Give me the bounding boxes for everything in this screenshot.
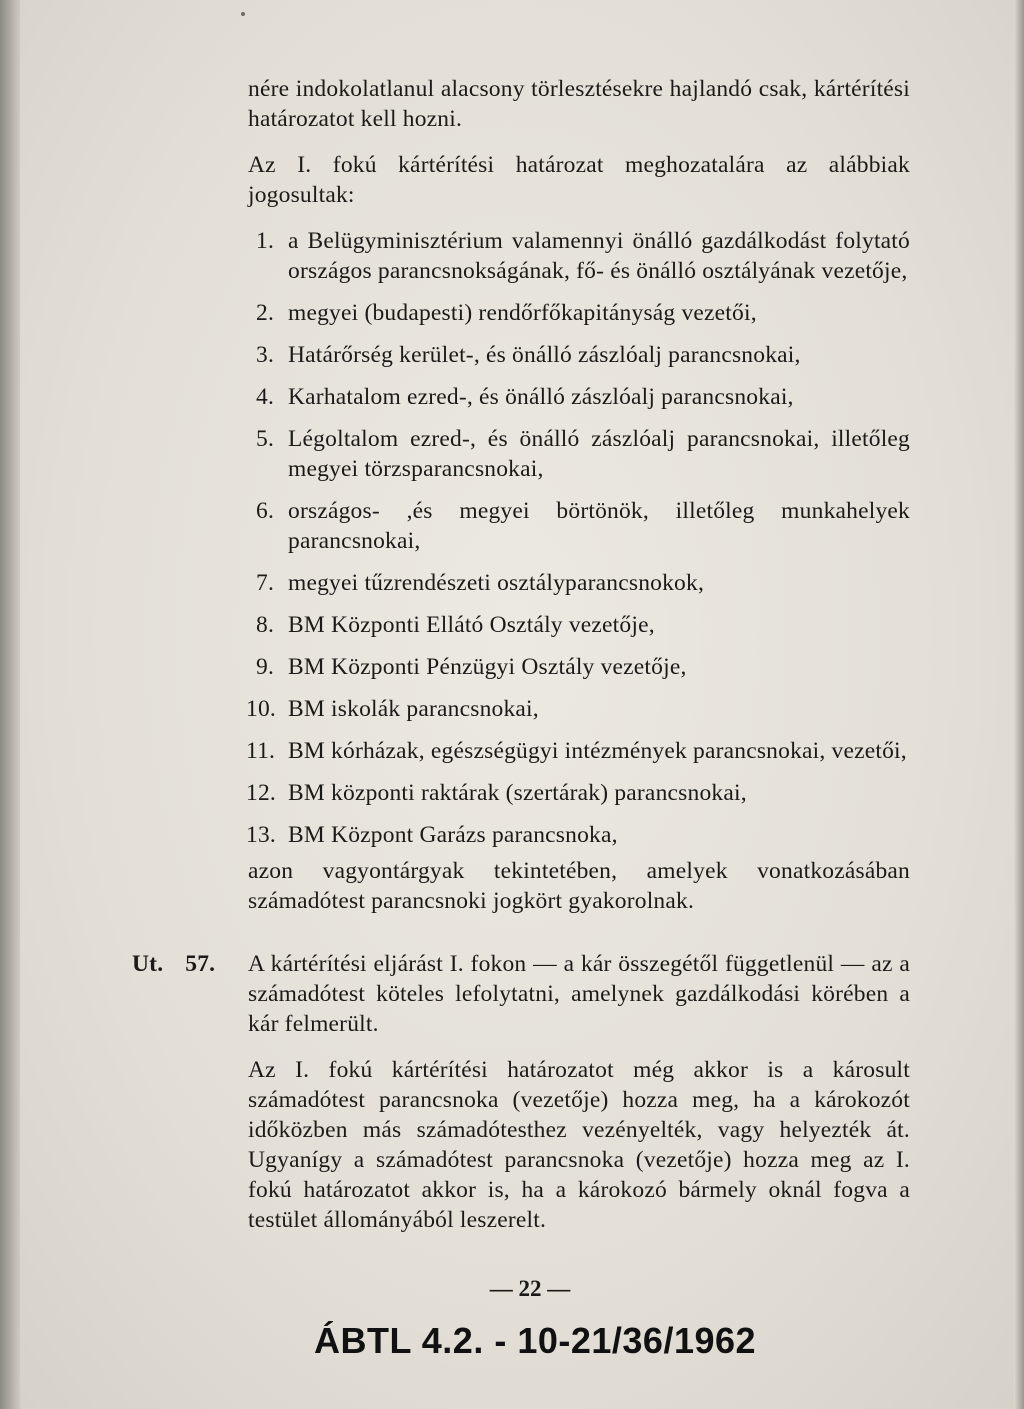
archive-reference: ÁBTL 4.2. - 10-21/36/1962: [313, 1320, 757, 1361]
list-item: [248, 694, 910, 724]
list-item-number: 10.: [246, 696, 276, 722]
section-first-paragraph-text: A kártérítési eljárást I. fokon — a kár összegétől függetlenül — az a számadótest köteles lefolytatni, amelynek gazdálkodási körében a kár felmerült.: [248, 951, 910, 1037]
page-edge-right: [1014, 0, 1024, 1409]
list-item: [248, 496, 910, 556]
list-item-number: 6.: [256, 498, 275, 524]
list-item-text: megyei (budapesti) rendőrfőkapitányság vezetői,: [288, 300, 757, 326]
list-item-number: 11.: [246, 738, 276, 764]
list-item-number: 8.: [256, 612, 275, 638]
list-item-text: Határőrség kerület-, és önálló zászlóalj parancsnokai,: [288, 342, 801, 368]
entitled-intro-paragraph: Az I. fokú kártérítési határozat meghozatalára az alábbiak jogosultak:: [248, 152, 910, 208]
list-item-number: 2.: [256, 300, 275, 326]
list-item-text: Karhatalom ezred-, és önálló zászlóalj parancsnokai,: [288, 384, 794, 410]
list-item-text: országos- ,és megyei börtönök, illetőleg munkahelyek parancsnokai,: [288, 498, 910, 554]
list-item: [248, 424, 910, 484]
list-item-number: 9.: [256, 654, 275, 680]
section-label-number: 57.: [185, 951, 216, 977]
list-item-number: 13.: [246, 822, 276, 848]
section-57: [132, 949, 910, 1235]
list-item-number: 4.: [256, 384, 275, 410]
page-number: — 22 —: [489, 1276, 571, 1301]
list-item: [248, 610, 910, 640]
speck-mark: [241, 12, 245, 16]
list-item-text: megyei tűzrendészeti osztályparancsnokok,: [288, 570, 705, 596]
list-item-text: BM Központi Pénzügyi Osztály vezetője,: [288, 654, 687, 680]
list-item-text: a Belügyminisztérium valamennyi önálló gazdálkodást folytató országos parancsnokságának, fő- és önálló osztályának vezetője,: [288, 228, 910, 284]
list-item: [248, 298, 910, 328]
list-item: [248, 340, 910, 370]
list-item-text: BM kórházak, egészségügyi intézmények parancsnokai, vezetői,: [288, 738, 907, 764]
list-item: [248, 820, 910, 850]
list-item-number: 1.: [256, 228, 275, 254]
intro-paragraph: nére indokolatlanul alacsony törlesztésekre hajlandó csak, kártérítési határozatot kell hozni.: [248, 76, 910, 132]
list-item-text: BM Központi Ellátó Osztály vezetője,: [288, 612, 655, 638]
page-edge-left: [0, 0, 20, 1409]
list-item: [248, 226, 910, 286]
section-second-paragraph: Az I. fokú kártérítési határozatot még akkor is a károsult számadótest parancsnoka (vezetője) hozza meg, ha a károkozót időközben más számadótesthez vezényelték, vagy helyezték át. Ugyanígy a számadótest parancsnoka (vezetője) hozza meg az I. fokú határozatot akkor is, ha a károkozó bármely oknál fogva a testület állományából leszerelt.: [248, 1057, 910, 1233]
list-item-number: 7.: [256, 570, 275, 596]
main-text-block: [248, 74, 910, 940]
list-item-text: BM Központ Garázs parancsnoka,: [288, 822, 618, 848]
list-item-text: BM iskolák parancsnokai,: [288, 696, 539, 722]
list-item: [248, 778, 910, 808]
list-item-number: 5.: [256, 426, 275, 452]
list-item-number: 12.: [246, 780, 276, 806]
list-item: [248, 568, 910, 598]
list-closing-paragraph: azon vagyontárgyak tekintetében, amelyek vonatkozásában számadótest parancsnoki jogkört gyakorolnak.: [248, 858, 910, 914]
entitled-list: [248, 226, 910, 850]
list-item: [248, 736, 910, 766]
list-item-text: Légoltalom ezred-, és önálló zászlóalj parancsnokai, illetőleg megyei törzsparancsnokai,: [288, 426, 910, 482]
section-label: [132, 949, 215, 979]
section-label-ut: Ut.: [132, 951, 164, 977]
section-first-paragraph: [132, 949, 910, 1039]
list-item: [248, 652, 910, 682]
list-item-number: 3.: [256, 342, 275, 368]
list-item: [248, 382, 910, 412]
list-item-text: BM központi raktárak (szertárak) parancsnokai,: [288, 780, 747, 806]
